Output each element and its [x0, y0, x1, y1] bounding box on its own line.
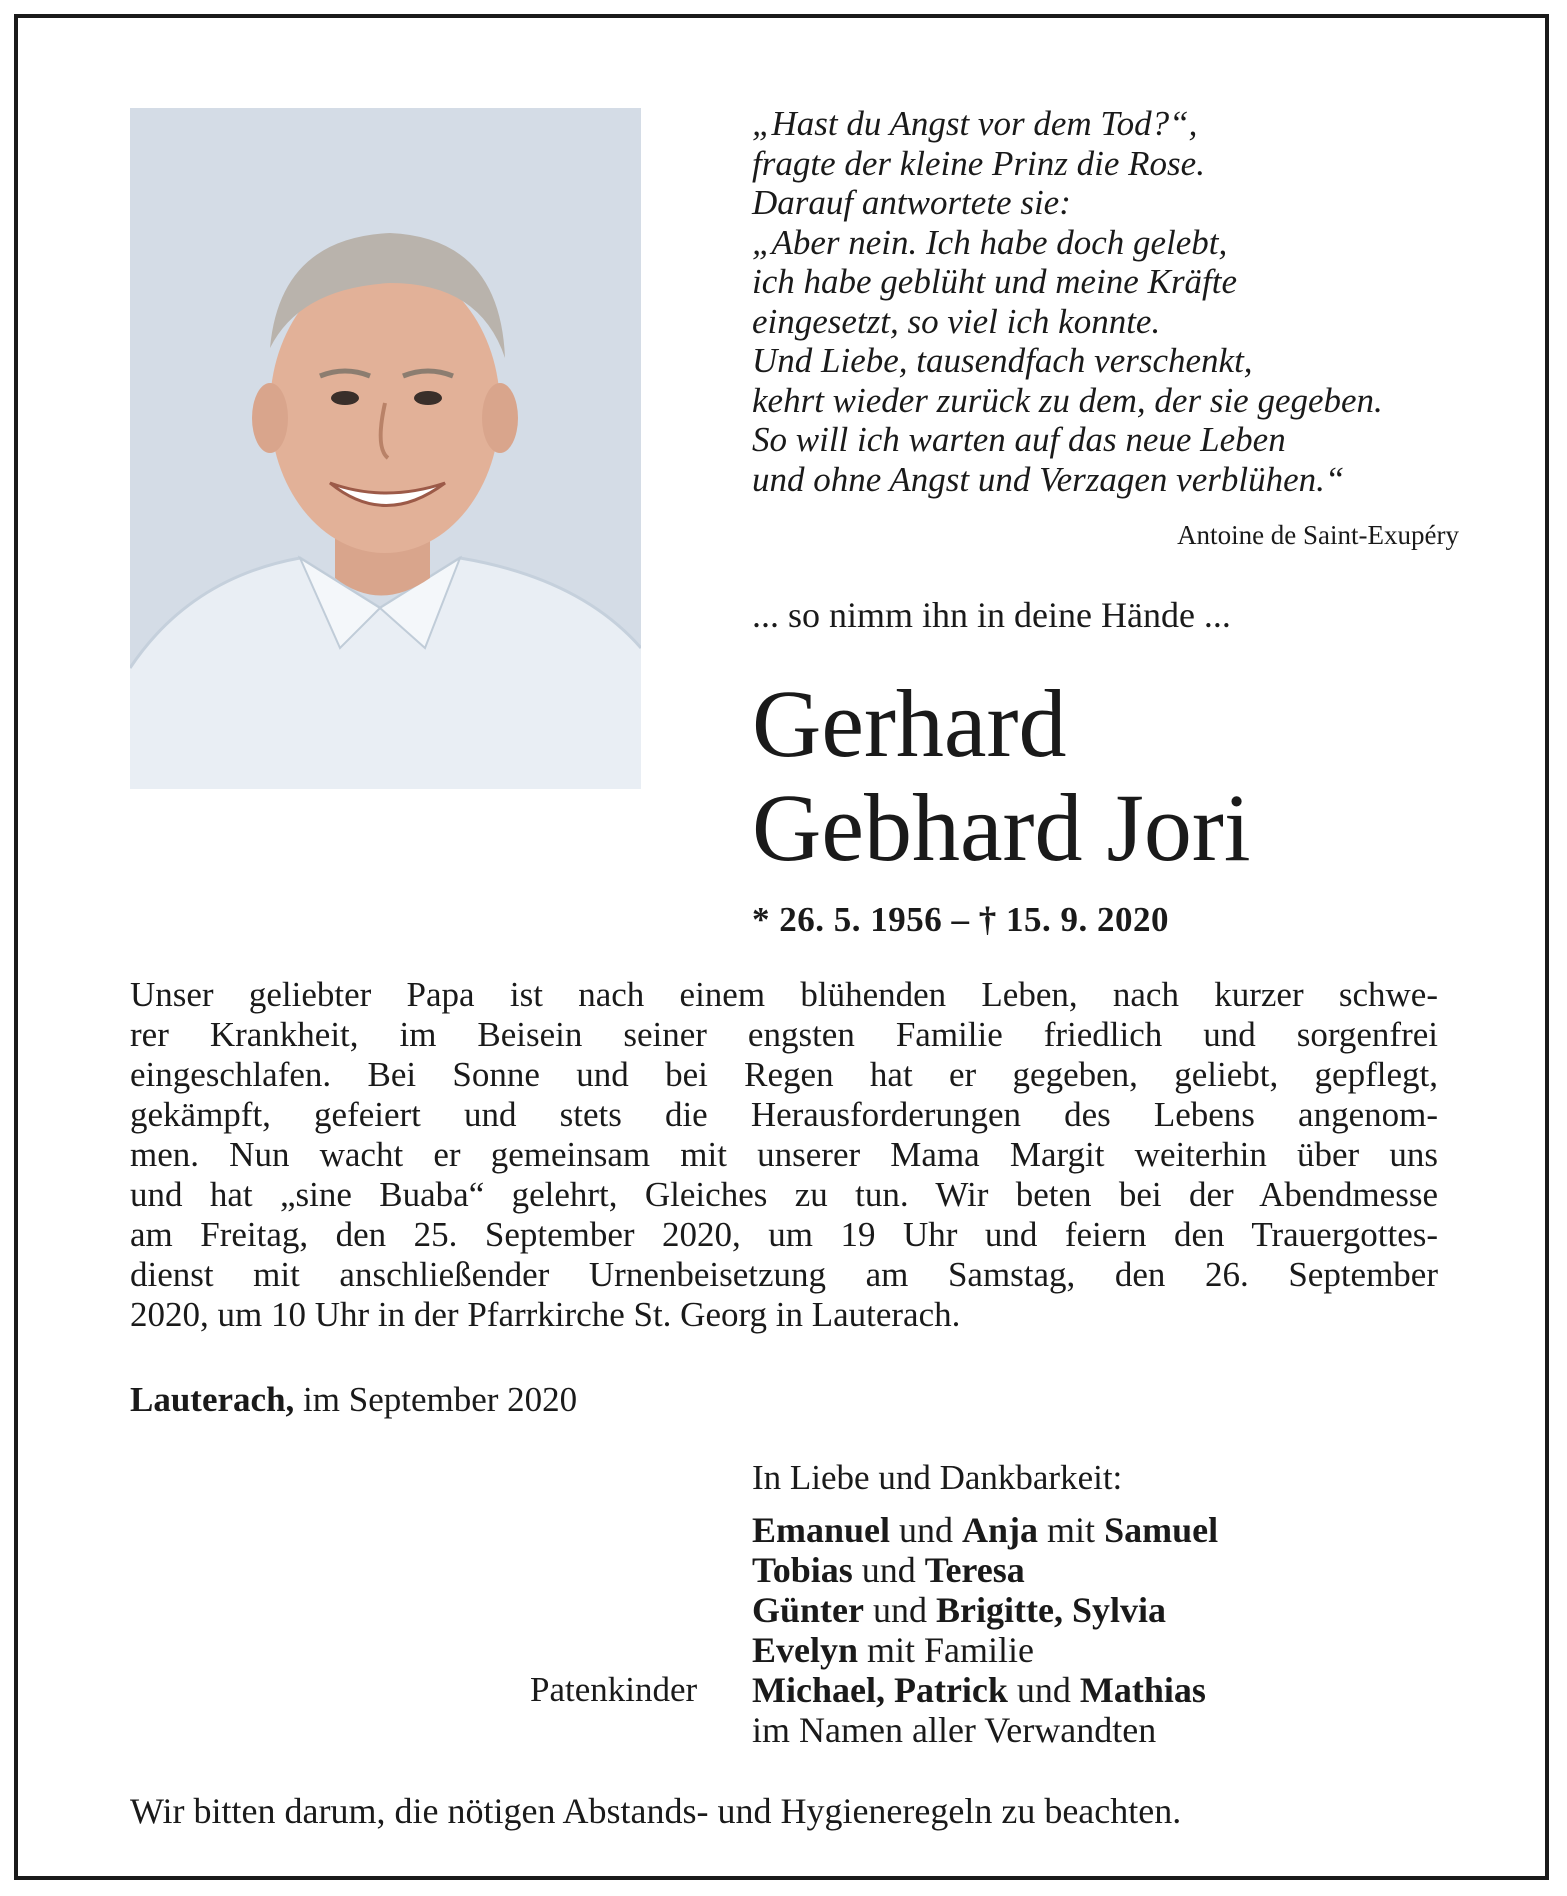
- body-line: eingeschlafen. Bei Sonne und bei Regen hat er gegeben, geliebt, gepflegt,: [130, 1055, 1438, 1094]
- hygiene-notice: Wir bitten darum, die nötigen Abstands- und Hygieneregeln zu beachten.: [130, 1791, 1182, 1831]
- mourner-connector: und: [852, 1550, 925, 1590]
- mourner-name: Samuel: [1104, 1510, 1219, 1550]
- body-line: 2020, um 10 Uhr in der Pfarrkirche St. Georg in Lauterach.: [130, 1295, 961, 1334]
- mourner-name: Teresa: [924, 1550, 1025, 1590]
- body-line: gekämpft, gefeiert und stets die Herausforderungen des Lebens angenom-: [130, 1095, 1438, 1134]
- place-date: [130, 1380, 577, 1420]
- mourner-connector: und: [890, 1510, 963, 1550]
- mourner-connector: mit Familie: [858, 1630, 1035, 1670]
- portrait-illustration: [130, 108, 641, 789]
- body-line: Unser geliebter Papa ist nach einem blühenden Leben, nach kurzer schwe-: [130, 975, 1438, 1014]
- last-name: Gebhard Jori: [752, 774, 1251, 881]
- body-line: am Freitag, den 25. September 2020, um 19 Uhr und feiern den Trauergottes-: [130, 1215, 1438, 1254]
- mourner-row: [752, 1670, 1218, 1710]
- mourner-connector: mit: [1038, 1510, 1105, 1550]
- mourner-name: Brigitte, Sylvia: [936, 1590, 1166, 1630]
- mourner-row: [752, 1550, 1218, 1590]
- quote-block: [752, 104, 1467, 499]
- quote-author: Antoine de Saint-Exupéry: [1177, 520, 1459, 550]
- quote-line: „Aber nein. Ich habe doch gelebt,: [752, 222, 1228, 262]
- body-line: rer Krankheit, im Beisein seiner engsten Familie friedlich und sorgenfrei: [130, 1015, 1438, 1054]
- obituary-text: [130, 975, 1438, 1335]
- quote-line: Und Liebe, tausendfach verschenkt,: [752, 341, 1253, 380]
- mourners-list: [752, 1510, 1218, 1750]
- deceased-name: [752, 672, 1251, 880]
- closing-line: In Liebe und Dankbarkeit:: [752, 1458, 1123, 1497]
- place-month: im September 2020: [294, 1380, 578, 1419]
- mourner-name: Michael, Patrick: [752, 1670, 1008, 1710]
- life-dates: * 26. 5. 1956 – † 15. 9. 2020: [752, 900, 1169, 939]
- quote-line: ich habe geblüht und meine Kräfte: [752, 262, 1238, 301]
- quote-line: Darauf antwortete sie:: [752, 183, 1071, 222]
- mourner-row: im Namen aller Verwandten: [752, 1710, 1157, 1750]
- mourner-row: [752, 1510, 1218, 1550]
- body-line: men. Nun wacht er gemeinsam mit unserer Mama Margit weiterhin über uns: [130, 1135, 1438, 1174]
- mourner-connector: und: [1007, 1670, 1080, 1710]
- quote-line: „Hast du Angst vor dem Tod?“,: [752, 104, 1198, 143]
- mourner-name: Tobias: [752, 1550, 853, 1590]
- mourner-connector: und: [864, 1590, 936, 1630]
- quote-line: So will ich warten auf das neue Leben: [752, 420, 1286, 459]
- mourner-name: Anja: [962, 1510, 1039, 1550]
- mourner-name: Emanuel: [752, 1510, 891, 1550]
- mourner-row: [752, 1590, 1218, 1630]
- portrait-photo: [130, 108, 641, 789]
- body-line: und hat „sine Buaba“ gelehrt, Gleiches zu tun. Wir beten bei der Abendmesse: [130, 1175, 1438, 1214]
- mourner-name: Günter: [752, 1590, 864, 1630]
- mourner-name: Mathias: [1079, 1670, 1206, 1710]
- intro-line: ... so nimm ihn in deine Hände ...: [752, 595, 1231, 635]
- body-line: dienst mit anschließender Urnenbeisetzung am Samstag, den 26. September: [130, 1255, 1438, 1294]
- mourner-row: [752, 1630, 1218, 1670]
- place-town: Lauterach,: [130, 1380, 295, 1419]
- quote-line: eingesetzt, so viel ich konnte.: [752, 301, 1161, 341]
- quote-line: kehrt wieder zurück zu dem, der sie gegeben.: [752, 380, 1383, 420]
- godchildren-label: Patenkinder: [530, 1670, 698, 1709]
- quote-line: fragte der kleine Prinz die Rose.: [752, 143, 1205, 183]
- mourner-name: Evelyn: [752, 1630, 859, 1670]
- quote-line: und ohne Angst und Verzagen verblühen.“: [752, 459, 1345, 499]
- first-name: Gerhard: [752, 670, 1067, 777]
